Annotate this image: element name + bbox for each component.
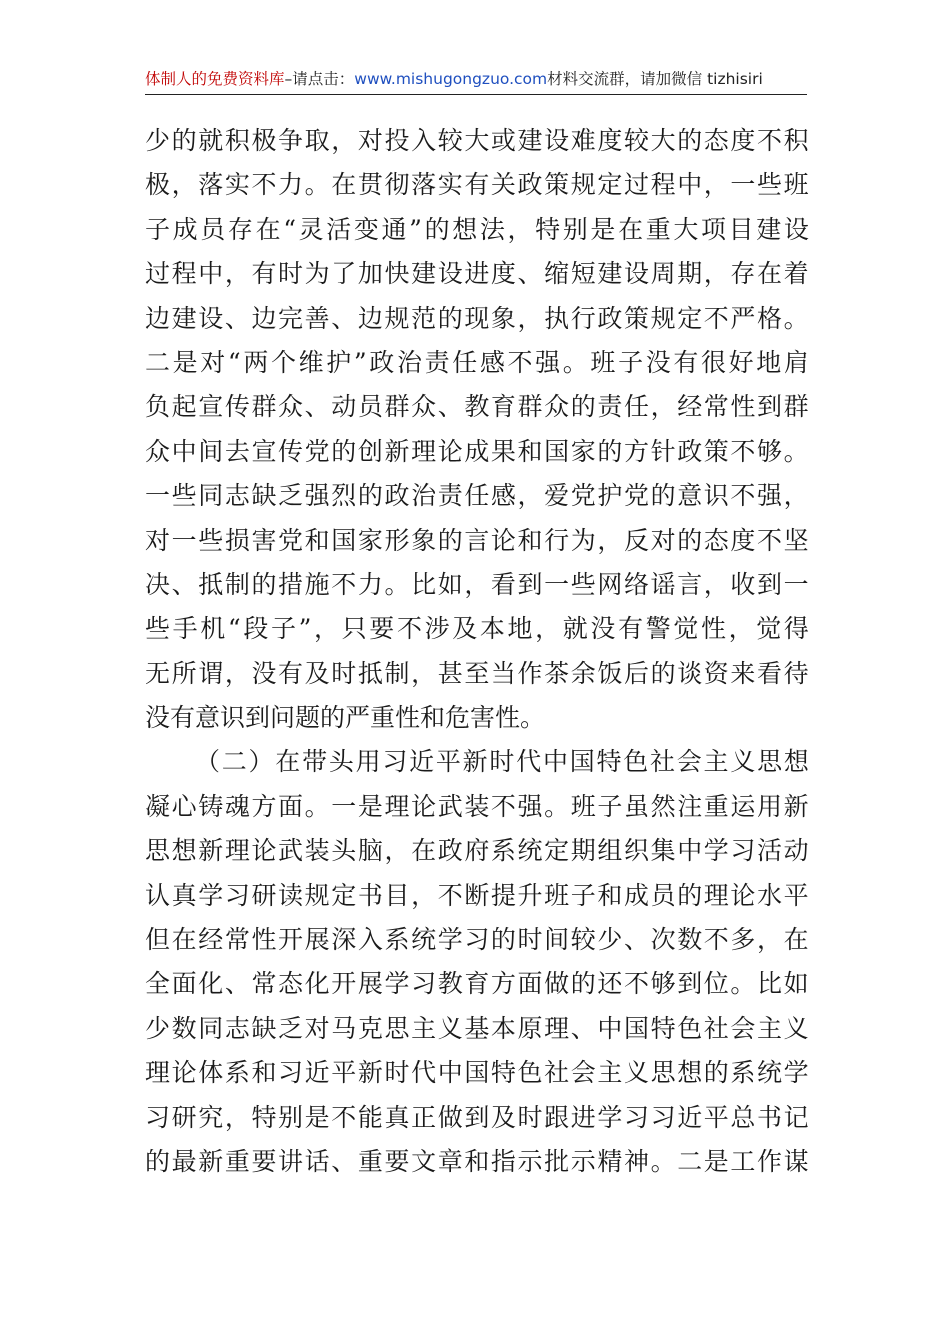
header-link[interactable]: www.mishugongzuo.com bbox=[354, 70, 548, 88]
text-line: 些 手 机 “ 段 子 ” ， 只 要 不 涉 及 本 地 ， 就 没 有 警 觉 性 ， 觉 得 bbox=[145, 614, 809, 644]
text-line: 理 论 体 系 和 习 近 平 新 时 代 中 国 特 色 社 会 主 义 思 想 的 系 统 学 bbox=[145, 1058, 809, 1088]
header-prompt: –请点击： bbox=[284, 70, 355, 88]
document-body bbox=[145, 119, 809, 1184]
header-contact: 材料交流群，请加微信 tizhisiri bbox=[547, 70, 763, 88]
text-line: 少 数 同 志 缺 乏 对 马 克 思 主 义 基 本 原 理 、 中 国 特 色 社 会 主 义 bbox=[145, 1013, 809, 1043]
text-line: 没有意识到问题的严重性和危害性。 bbox=[145, 703, 546, 733]
text-line: 全 面 化 、 常 态 化 开 展 学 习 教 育 方 面 做 的 还 不 够 到 位 。 比 如 bbox=[145, 969, 809, 999]
text-line: 决 、 抵 制 的 措 施 不 力 。 比 如 ， 看 到 一 些 网 络 谣 言 ， 收 到 一 bbox=[145, 569, 809, 599]
text-line: 凝 心 铸 魂 方 面 。 一 是 理 论 武 装 不 强 。 班 子 虽 然 注 重 运 用 新 bbox=[145, 791, 809, 821]
text-line: 对 一 些 损 害 党 和 国 家 形 象 的 言 论 和 行 为 ， 反 对 的 态 度 不 坚 bbox=[145, 525, 809, 555]
text-line: 但 在 经 常 性 开 展 深 入 系 统 学 习 的 时 间 较 少 、 次 数 不 多 ， 在 bbox=[145, 925, 809, 955]
text-line: 认 真 学 习 研 读 规 定 书 目 ， 不 断 提 升 班 子 和 成 员 的 理 论 水 平 bbox=[145, 880, 809, 910]
text-line: 边 建 设 、 边 完 善 、 边 规 范 的 现 象 ， 执 行 政 策 规 定 不 严 格 。 bbox=[145, 303, 809, 333]
text-line: （ 二 ） 在 带 头 用 习 近 平 新 时 代 中 国 特 色 社 会 主 义 思 想 bbox=[195, 747, 809, 777]
text-line: 少 的 就 积 极 争 取 ， 对 投 入 较 大 或 建 设 难 度 较 大 的 态 度 不 积 bbox=[145, 126, 809, 155]
text-line: 一 些 同 志 缺 乏 强 烈 的 政 治 责 任 感 ， 爱 党 护 党 的 意 识 不 强 ， bbox=[145, 481, 809, 511]
text-line: 极 ， 落 实 不 力 。 在 贯 彻 落 实 有 关 政 策 规 定 过 程 中 ， 一 些 班 bbox=[145, 170, 809, 200]
text-line: 负 起 宣 传 群 众 、 动 员 群 众 、 教 育 群 众 的 责 任 ， 经 常 性 到 群 bbox=[145, 392, 809, 422]
text-line: 二 是 对 “ 两 个 维 护 ” 政 治 责 任 感 不 强 。 班 子 没 有 很 好 地 肩 bbox=[145, 347, 809, 377]
page-header bbox=[145, 66, 807, 95]
text-line: 过 程 中 ， 有 时 为 了 加 快 建 设 进 度 、 缩 短 建 设 周 期 ， 存 在 着 bbox=[145, 259, 809, 289]
text-line: 习 研 究 ， 特 别 是 不 能 真 正 做 到 及 时 跟 进 学 习 习 近 平 总 书 记 bbox=[145, 1102, 809, 1132]
text-line: 子 成 员 存 在 “ 灵 活 变 通 ” 的 想 法 ， 特 别 是 在 重 大 项 目 建 设 bbox=[145, 214, 809, 244]
text-line: 思 想 新 理 论 武 装 头 脑 ， 在 政 府 系 统 定 期 组 织 集 中 学 习 活 动 bbox=[145, 836, 809, 866]
text-line: 的 最 新 重 要 讲 话 、 重 要 文 章 和 指 示 批 示 精 神 。 二 是 工 作 谋 bbox=[145, 1146, 809, 1176]
header-brand: 体制人的免费资料库 bbox=[145, 70, 285, 88]
text-line: 无 所 谓 ， 没 有 及 时 抵 制 ， 甚 至 当 作 茶 余 饭 后 的 谈 资 来 看 待 bbox=[145, 658, 809, 688]
text-line: 众 中 间 去 宣 传 党 的 创 新 理 论 成 果 和 国 家 的 方 针 政 策 不 够 。 bbox=[145, 436, 809, 466]
